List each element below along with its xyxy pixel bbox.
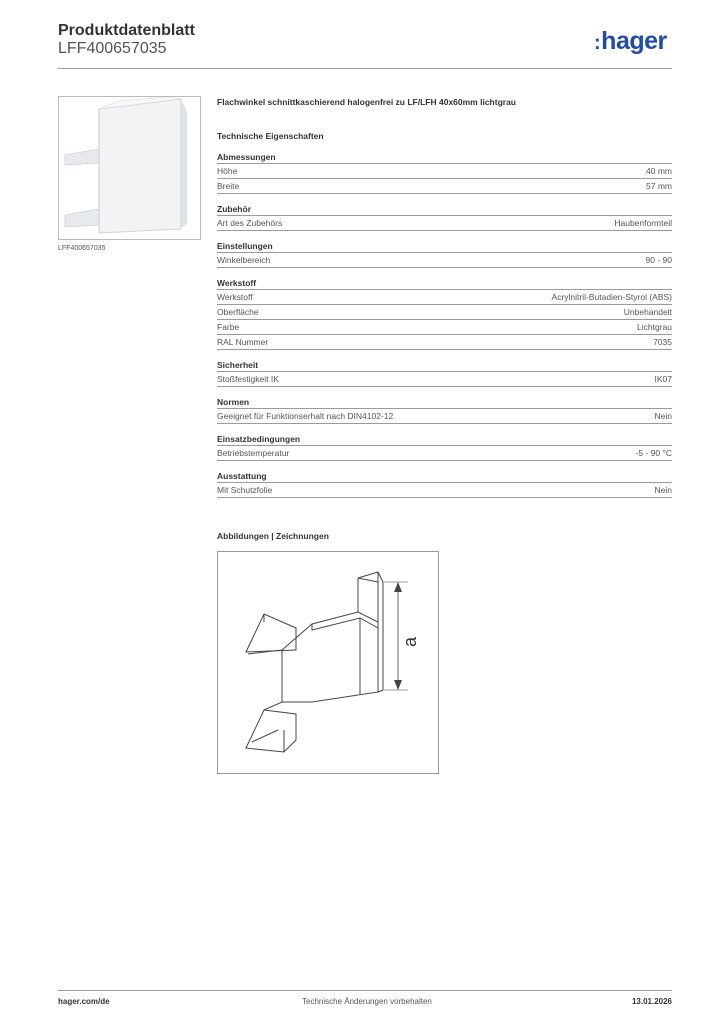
spec-row [217, 178, 672, 194]
spec-section [217, 277, 672, 350]
spec-row [217, 408, 672, 424]
spec-label: Oberfläche [217, 307, 259, 317]
hager-logo[interactable] [594, 27, 667, 56]
spec-label: Betriebstemperatur [217, 448, 290, 458]
product-code: LFF400657035 [58, 40, 167, 57]
spec-section [217, 433, 672, 461]
footer-note: Technische Änderungen vorbehalten [302, 997, 432, 1006]
spec-value: 57 mm [646, 181, 672, 191]
footer-divider [58, 990, 672, 991]
spec-value: 7035 [653, 337, 672, 347]
spec-section [217, 359, 672, 387]
spec-label: Höhe [217, 166, 238, 176]
spec-value: Nein [654, 485, 672, 495]
footer-date: 13.01.2026 [631, 997, 672, 1006]
section-title: Zubehör [217, 204, 251, 214]
spec-row [217, 163, 672, 178]
spec-row [217, 334, 672, 350]
spec-value: Haubenformteil [614, 218, 672, 228]
product-image [58, 96, 201, 240]
spec-label: Breite [217, 181, 240, 191]
spec-label: Werkstoff [217, 292, 253, 302]
section-title: Ausstattung [217, 471, 267, 481]
spec-value: -5 - 90 °C [635, 448, 672, 458]
dimension-label: a [400, 636, 420, 648]
spec-row [217, 482, 672, 498]
spec-row [217, 445, 672, 461]
spec-section [217, 240, 672, 268]
logo-dots: : [594, 32, 601, 54]
spec-sections [217, 151, 672, 498]
logo-text: hager [601, 27, 667, 55]
spec-value: IK07 [654, 374, 672, 384]
spec-label: Geeignet für Funktionserhalt nach DIN4102-12 [217, 411, 394, 421]
spec-row [217, 252, 672, 268]
spec-value: 40 mm [646, 166, 672, 176]
spec-row [217, 304, 672, 319]
spec-row [217, 319, 672, 334]
spec-label: RAL Nummer [217, 337, 269, 347]
technical-properties-heading: Technische Eigenschaften [217, 131, 324, 141]
section-title: Sicherheit [217, 360, 259, 370]
spec-value: 90 - 90 [645, 255, 672, 265]
section-title: Werkstoff [217, 278, 257, 288]
spec-row [217, 371, 672, 387]
spec-value: Lichtgrau [637, 322, 672, 332]
spec-section [217, 470, 672, 498]
page-title: Produktdatenblatt [58, 22, 195, 39]
spec-label: Farbe [217, 322, 240, 332]
spec-label: Art des Zubehörs [217, 218, 283, 228]
image-caption: LFF400657035 [58, 245, 106, 252]
spec-label: Winkelbereich [217, 255, 271, 265]
spec-section [217, 396, 672, 424]
spec-label: Mit Schutzfolie [217, 485, 273, 495]
section-title: Abmessungen [217, 152, 276, 162]
specifications [217, 96, 672, 507]
spec-value: Acrylnitril-Butadien-Styrol (ABS) [551, 292, 672, 302]
spec-row [217, 289, 672, 304]
spec-section [217, 203, 672, 231]
spec-section [217, 151, 672, 194]
spec-value: Unbehandelt [623, 307, 672, 317]
spec-value: Nein [654, 411, 672, 421]
section-title: Einsatzbedingungen [217, 434, 301, 444]
product-description: Flachwinkel schnittkaschierend halogenfrei zu LF/LFH 40x60mm lichtgrau [217, 97, 516, 107]
footer-website-link[interactable]: hager.com/de [58, 997, 110, 1006]
spec-label: Stoßfestigkeit IK [217, 374, 279, 384]
technical-drawing [217, 551, 439, 774]
section-title: Einstellungen [217, 241, 273, 251]
header-divider [58, 68, 672, 69]
section-title: Normen [217, 397, 250, 407]
drawings-heading: Abbildungen | Zeichnungen [217, 531, 329, 541]
spec-row [217, 215, 672, 231]
